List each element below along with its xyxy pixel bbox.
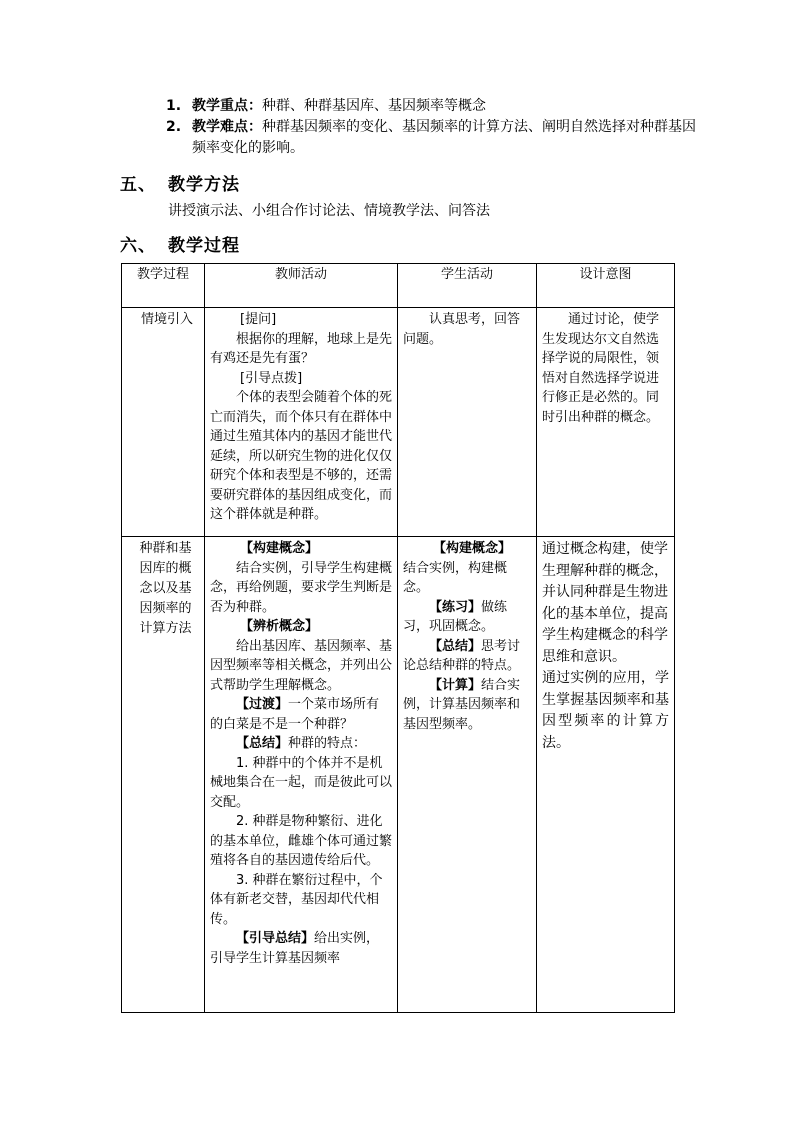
- table-row: [122, 537, 675, 1013]
- tag-summary: 【总结】: [236, 736, 289, 751]
- paragraph: 思考讨论总结种群的特点。: [403, 638, 521, 673]
- list-text: 种群基因频率的变化、基因频率的计算方法、阐明自然选择对种群基因频率变化的影响。: [192, 119, 696, 156]
- list-text: 种群、种群基因库、基因频率等概念: [262, 98, 486, 114]
- section-heading-methods: [120, 170, 240, 195]
- methods-text: 讲授演示法、小组合作讨论法、情境教学法、问答法: [168, 203, 490, 219]
- paragraph: 种群的特点：: [288, 736, 367, 751]
- list-number: 2.: [166, 119, 182, 135]
- tag-practice: 【练习】: [429, 599, 482, 615]
- table-header-row: [122, 264, 675, 308]
- student-activity-cell: [398, 537, 537, 1013]
- stage-cell: 种群和基因库的概念以及基因频率的计算方法: [122, 537, 205, 1013]
- section-title: 教学方法: [168, 175, 240, 195]
- list-item: 1. 种群中的个体并不是机械地集合在一起，而是彼此可以交配。: [210, 755, 393, 810]
- header-teacher: 教师活动: [205, 264, 398, 308]
- guide-tag: [引导点拨]: [240, 370, 303, 386]
- section-number: 五、: [120, 175, 156, 195]
- tag-transition: 【过渡】: [236, 697, 289, 712]
- list-item: [166, 117, 706, 159]
- tag-analyze-concept: 【辨析概念】: [240, 619, 319, 634]
- tag-build-concept: 【构建概念】: [240, 541, 319, 556]
- paragraph: 给出基因库、基因频率、基因型频率等相关概念，并列出公式帮助学生理解概念。: [210, 638, 393, 693]
- list-item: 2. 种群是物种繁衍、进化的基本单位，雌雄个体可通过繁殖将各自的基因遗传给后代。: [210, 814, 393, 868]
- teacher-activity-cell: [205, 537, 398, 1013]
- list-lead: 教学重点：: [192, 98, 262, 114]
- guide-text: 个体的表型会随着个体的死亡而消失，而个体只有在群体中通过生殖其体内的基因才能世代延续，所以研究生物的进化仅仅研究个体和表型是不够的，还需要研究群体的基因组成变化，而这个群体就是种群。: [210, 390, 393, 522]
- tag-summary: 【总结】: [429, 638, 482, 654]
- section-number: 六、: [120, 236, 156, 256]
- list-item: 3. 种群在繁衍过程中，个体有新老交替，基因却代代相传。: [210, 872, 383, 927]
- paragraph: 结合实例，引导学生构建概念，再给例题，要求学生判断是否为种群。: [210, 560, 393, 615]
- header-stage: 教学过程: [122, 264, 205, 308]
- prompt-tag: [提问]: [240, 312, 277, 327]
- header-student: 学生活动: [398, 264, 537, 308]
- paragraph: 一个菜市场所有的白菜是不是一个种群？: [210, 697, 380, 732]
- header-intent: 设计意图: [537, 264, 675, 308]
- teacher-activity-cell: [205, 308, 398, 537]
- student-activity-cell: 认真思考，回答问题。: [398, 308, 537, 537]
- teaching-process-table: [121, 263, 675, 1013]
- question-text: 根据你的理解，地球上是先有鸡还是先有蛋？: [210, 331, 393, 366]
- paragraph: 通过概念构建，使学生理解种群的概念，并认同种群是生物进化的基本单位，提高学生构建概念的科学思维和意识。: [542, 541, 668, 665]
- paragraph: 做练习，巩固概念。: [403, 599, 508, 634]
- section-title: 教学过程: [168, 236, 240, 256]
- table-row: [122, 308, 675, 537]
- section-heading-process: [120, 231, 240, 256]
- paragraph: 通过实例的应用，学生掌握基因频率和基因型频率的计算方法。: [542, 670, 669, 751]
- tag-build-concept: 【构建概念】: [433, 541, 512, 556]
- stage-cell: 情境引入: [122, 308, 205, 537]
- paragraph: 结合实例，计算基因频率和基因型频率。: [403, 677, 521, 732]
- design-intent-cell: [537, 537, 675, 1013]
- teaching-focus-list: [166, 96, 706, 159]
- list-item: [166, 96, 706, 117]
- list-number: 1.: [166, 98, 182, 114]
- design-intent-cell: 通过讨论，使学生发现达尔文自然选择学说的局限性，领悟对自然选择学说进行修正是必然的。同时引出种群的概念。: [537, 308, 675, 537]
- paragraph: 结合实例，构建概念。: [403, 560, 508, 595]
- tag-calculate: 【计算】: [429, 677, 482, 693]
- list-lead: 教学难点：: [192, 119, 262, 135]
- tag-guided-summary: 【引导总结】: [236, 931, 315, 946]
- paragraph: 给出实例，引导学生计算基因频率: [210, 931, 380, 966]
